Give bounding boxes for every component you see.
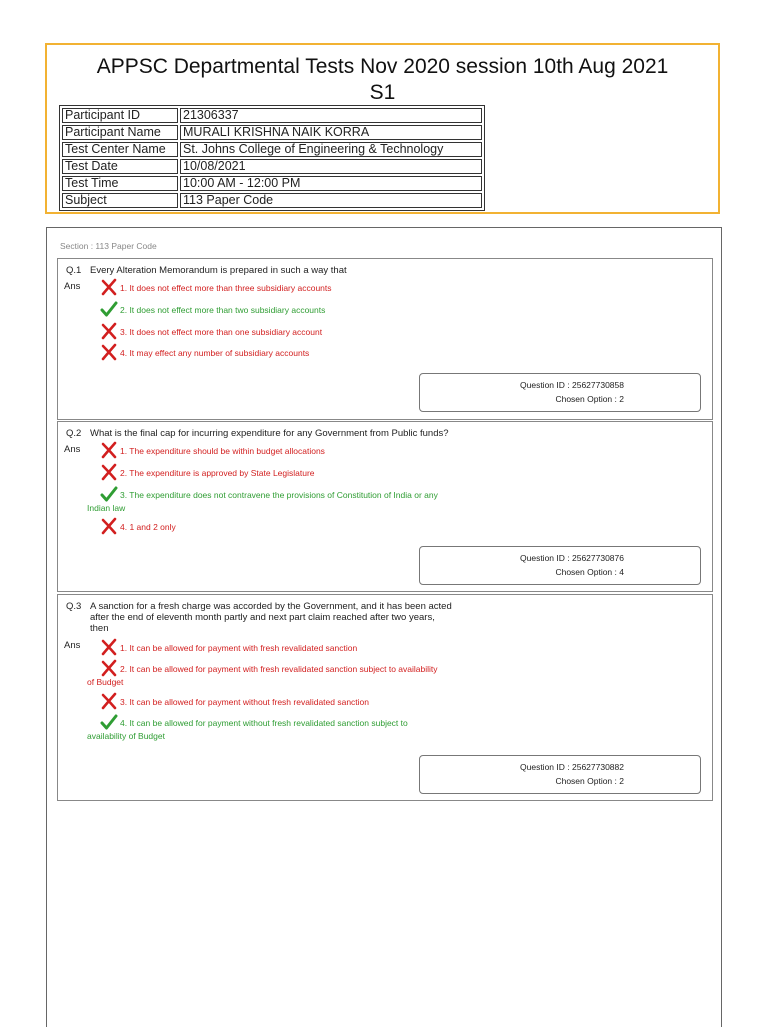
wrong-cross-icon xyxy=(100,441,118,459)
option-text: 4. It can be allowed for payment without fresh revalidated sanction subject to xyxy=(120,718,408,728)
question-number: Q.2 xyxy=(66,428,82,439)
section-label: Section : 113 Paper Code xyxy=(60,241,157,251)
question-text xyxy=(66,428,449,439)
question-line: then xyxy=(90,623,109,634)
option xyxy=(120,467,315,480)
option-text: 3. It does not effect more than one subsidiary account xyxy=(120,327,323,337)
question-body: Every Alteration Memorandum is prepared in such a way that xyxy=(90,265,347,276)
option-text: 1. The expenditure should be within budget allocations xyxy=(120,446,325,456)
option-text: 2. It does not effect more than two subsidiary accounts xyxy=(120,305,326,315)
option-text-continued: of Budget xyxy=(87,677,124,687)
chosen-option-value: 2 xyxy=(619,776,624,786)
info-label: Test Date xyxy=(62,159,178,174)
chosen-option-value: 4 xyxy=(619,567,624,577)
question-line: after the end of eleventh month partly and next part claim reached after two years, xyxy=(90,612,435,623)
info-label: Subject xyxy=(62,193,178,208)
info-label: Test Center Name xyxy=(62,142,178,157)
option-text: 2. It can be allowed for payment with fresh revalidated sanction subject to availability xyxy=(120,664,438,674)
question-id-row xyxy=(520,380,624,390)
wrong-cross-icon xyxy=(100,638,118,656)
chosen-option-row xyxy=(555,567,624,577)
info-value: St. Johns College of Engineering & Technology xyxy=(180,142,482,157)
option-text: 4. 1 and 2 only xyxy=(120,522,176,532)
correct-check-icon xyxy=(100,713,118,731)
info-value: 21306337 xyxy=(180,108,482,123)
question-text xyxy=(66,265,347,276)
option xyxy=(120,642,357,655)
question-card xyxy=(57,258,713,420)
question-card xyxy=(57,421,713,592)
option xyxy=(120,326,322,339)
chosen-option-value: 2 xyxy=(619,394,624,404)
info-row xyxy=(62,193,482,208)
option-text: 3. It can be allowed for payment without fresh revalidated sanction xyxy=(120,697,370,707)
option xyxy=(120,445,325,458)
question-line: A sanction for a fresh charge was accorded by the Government, and it has been acted xyxy=(90,601,452,612)
option-text: 3. The expenditure does not contravene the provisions of Constitution of India or any xyxy=(120,490,438,500)
correct-check-icon xyxy=(100,300,118,318)
title-line-1: APPSC Departmental Tests Nov 2020 session 10th Aug 2021 xyxy=(96,55,669,78)
option-text: 1. It can be allowed for payment with fresh revalidated sanction xyxy=(120,643,358,653)
info-row xyxy=(62,159,482,174)
info-value: 10/08/2021 xyxy=(180,159,482,174)
question-number: Q.1 xyxy=(66,265,82,276)
page-title xyxy=(47,54,718,106)
option xyxy=(120,521,176,534)
wrong-cross-icon xyxy=(100,659,118,677)
wrong-cross-icon xyxy=(100,322,118,340)
chosen-option-label: Chosen Option : xyxy=(555,567,617,577)
wrong-cross-icon xyxy=(100,463,118,481)
chosen-option-label: Chosen Option : xyxy=(555,776,617,786)
option xyxy=(120,304,325,317)
option-text: 4. It may effect any number of subsidiary accounts xyxy=(120,348,310,358)
option xyxy=(120,282,332,295)
question-id-label: Question ID : xyxy=(520,553,570,563)
question-id-box xyxy=(419,546,701,585)
info-row xyxy=(62,125,482,140)
option xyxy=(87,717,408,741)
ans-label: Ans xyxy=(64,444,81,455)
question-number: Q.3 xyxy=(66,601,82,612)
option xyxy=(87,489,438,513)
question-id-box xyxy=(419,373,701,412)
info-label: Participant Name xyxy=(62,125,178,140)
option-text: 1. It does not effect more than three subsidiary accounts xyxy=(120,283,332,293)
wrong-cross-icon xyxy=(100,692,118,710)
info-label: Participant ID xyxy=(62,108,178,123)
info-value: MURALI KRISHNA NAIK KORRA xyxy=(180,125,482,140)
option xyxy=(120,347,309,360)
chosen-option-row xyxy=(555,394,624,404)
correct-check-icon xyxy=(100,485,118,503)
question-id-value: 25627730882 xyxy=(571,762,624,772)
question-body xyxy=(90,601,452,634)
question-id-label: Question ID : xyxy=(520,762,570,772)
question-id-box xyxy=(419,755,701,794)
info-row xyxy=(62,176,482,191)
participant-info-table xyxy=(59,105,485,211)
question-id-row xyxy=(520,762,624,772)
question-id-value: 25627730876 xyxy=(571,553,624,563)
option-text-continued: availability of Budget xyxy=(87,731,165,741)
wrong-cross-icon xyxy=(100,343,118,361)
question-id-value: 25627730858 xyxy=(571,380,624,390)
option xyxy=(120,696,369,709)
chosen-option-row xyxy=(555,776,624,786)
wrong-cross-icon xyxy=(100,278,118,296)
info-label: Test Time xyxy=(62,176,178,191)
header-box xyxy=(45,43,720,214)
option-text: 2. The expenditure is approved by State Legislature xyxy=(120,468,315,478)
question-id-label: Question ID : xyxy=(520,380,570,390)
info-value: 10:00 AM - 12:00 PM xyxy=(180,176,482,191)
option-text-continued: Indian law xyxy=(87,503,126,513)
question-id-row xyxy=(520,553,624,563)
option xyxy=(87,663,438,687)
question-body: What is the final cap for incurring expenditure for any Government from Public funds? xyxy=(90,428,449,439)
info-row xyxy=(62,142,482,157)
title-line-2: S1 xyxy=(369,81,396,104)
question-text xyxy=(66,601,452,634)
ans-label: Ans xyxy=(64,281,81,292)
ans-label: Ans xyxy=(64,640,81,651)
wrong-cross-icon xyxy=(100,517,118,535)
chosen-option-label: Chosen Option : xyxy=(555,394,617,404)
question-card xyxy=(57,594,713,801)
info-row xyxy=(62,108,482,123)
info-value: 113 Paper Code xyxy=(180,193,482,208)
